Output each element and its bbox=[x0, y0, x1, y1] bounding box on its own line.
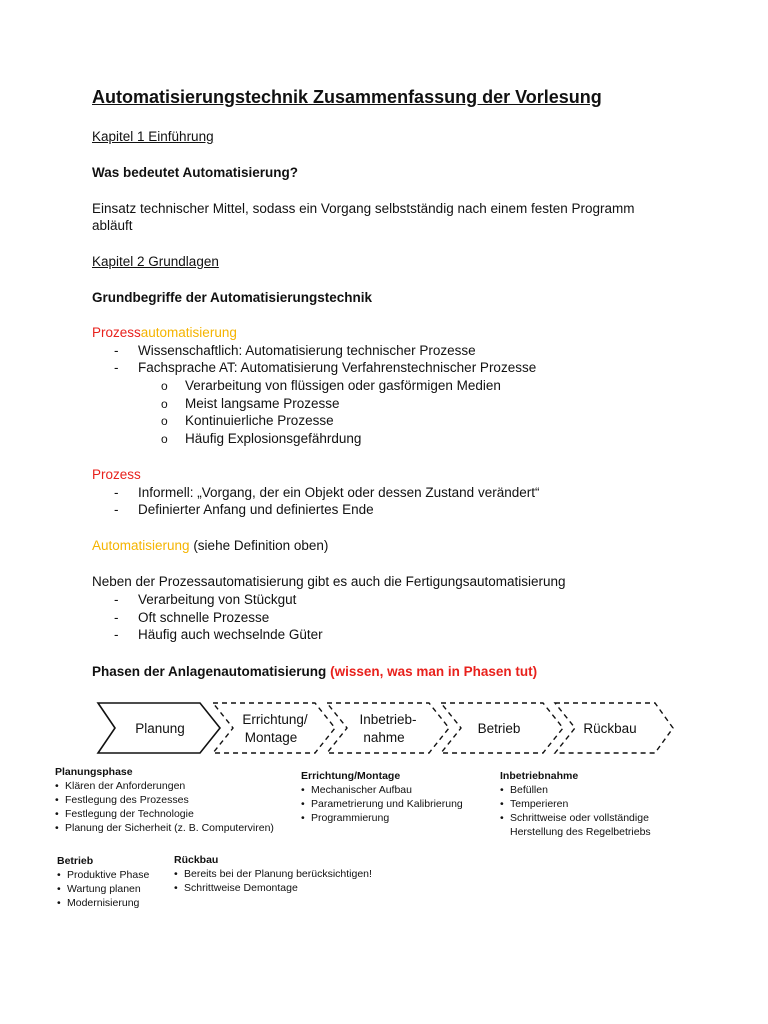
list-item-text: Verarbeitung von Stückgut bbox=[138, 592, 297, 607]
list-item-text: Wissenschaftlich: Automatisierung technischer Prozesse bbox=[138, 343, 476, 358]
inbetriebnahme-item-text: Temperieren bbox=[510, 798, 569, 810]
rueckbau-item bbox=[174, 868, 372, 880]
dash-marker: - bbox=[114, 610, 119, 625]
bullet-marker: • bbox=[174, 882, 178, 894]
document-title: Automatisierungstechnik Zusammenfassung der Vorlesung bbox=[92, 87, 602, 107]
bullet-marker: • bbox=[301, 784, 305, 796]
planungsphase-item-text: Festlegung des Prozesses bbox=[65, 794, 189, 806]
sub-list-item bbox=[161, 396, 340, 411]
list-item-text: Häufig auch wechselnde Güter bbox=[138, 627, 323, 642]
list-item-text: Definierter Anfang und definiertes Ende bbox=[138, 502, 374, 517]
inbetriebnahme-item-text: Befüllen bbox=[510, 784, 548, 796]
list-item bbox=[114, 592, 296, 607]
sub-list-item bbox=[161, 431, 361, 446]
list-item bbox=[114, 343, 476, 358]
answer-line-1: Einsatz technischer Mittel, sodass ein Vorgang selbstständig nach einem festen Programm bbox=[92, 201, 635, 216]
planungsphase-item bbox=[55, 794, 189, 806]
betrieb-item-text: Modernisierung bbox=[67, 897, 140, 909]
bullet-marker: • bbox=[500, 784, 504, 796]
dash-marker: - bbox=[114, 502, 119, 517]
betrieb-heading: Betrieb bbox=[57, 855, 94, 867]
answer-line-2: abläuft bbox=[92, 218, 133, 233]
sub-list-item bbox=[161, 378, 501, 393]
term-prozess: Prozess bbox=[92, 467, 141, 482]
dash-marker: - bbox=[114, 343, 119, 358]
sub-list-item-text: Kontinuierliche Prozesse bbox=[185, 413, 334, 428]
term-prozessautomatisierung bbox=[92, 325, 237, 340]
fertigung-intro: Neben der Prozessautomatisierung gibt es auch die Fertigungsautomatisierung bbox=[92, 574, 566, 589]
section-heading-grundbegriffe: Grundbegriffe der Automatisierungstechnik bbox=[92, 290, 373, 305]
dash-marker: - bbox=[114, 592, 119, 607]
list-item bbox=[114, 360, 536, 375]
planungsphase-heading: Planungsphase bbox=[55, 766, 133, 778]
section-heading-phasen bbox=[92, 664, 537, 679]
arrow-label-errichtung-2: Montage bbox=[244, 730, 298, 745]
errichtung-item bbox=[301, 812, 389, 824]
sub-list-item bbox=[161, 413, 334, 428]
list-item bbox=[114, 485, 539, 500]
bullet-marker: • bbox=[55, 808, 59, 820]
bullet-marker: • bbox=[55, 780, 59, 792]
arrow-label-errichtung-1: Errichtung/ bbox=[242, 712, 308, 727]
bullet-marker: • bbox=[301, 812, 305, 824]
phasen-heading-text: Phasen der Anlagenautomatisierung bbox=[92, 664, 327, 679]
bullet-marker: • bbox=[500, 798, 504, 810]
betrieb-item bbox=[57, 883, 141, 895]
phasen-note: (wissen, was man in Phasen tut) bbox=[330, 664, 538, 679]
arrow-label-rueckbau: Rückbau bbox=[583, 721, 637, 736]
circle-marker: o bbox=[161, 432, 168, 446]
inbetriebnahme-item bbox=[500, 812, 649, 824]
term-automatisierung bbox=[92, 538, 328, 553]
rueckbau-heading: Rückbau bbox=[174, 854, 219, 866]
planungsphase-item-text: Klären der Anforderungen bbox=[65, 780, 186, 792]
arrow-errichtung bbox=[213, 703, 335, 753]
dash-marker: - bbox=[114, 627, 119, 642]
term-automatisierung-label: Automatisierung bbox=[92, 538, 190, 553]
list-item bbox=[114, 627, 323, 642]
circle-marker: o bbox=[161, 414, 168, 428]
list-item-text: Oft schnelle Prozesse bbox=[138, 610, 270, 625]
question-heading: Was bedeutet Automatisierung? bbox=[92, 165, 299, 180]
inbetriebnahme-item bbox=[500, 798, 568, 810]
rueckbau-item-text: Schrittweise Demontage bbox=[184, 882, 298, 894]
errichtung-item bbox=[301, 798, 463, 810]
dash-marker: - bbox=[114, 485, 119, 500]
list-item bbox=[114, 502, 374, 517]
dash-marker: - bbox=[114, 360, 119, 375]
term-part-prozess: Prozess bbox=[92, 325, 141, 340]
bullet-marker: • bbox=[500, 812, 504, 824]
term-part-automatisierung: automatisierung bbox=[140, 325, 237, 340]
inbetriebnahme-item-continuation: Herstellung des Regelbetriebs bbox=[510, 826, 651, 838]
planungsphase-item-text: Planung der Sicherheit (z. B. Computerviren) bbox=[65, 822, 274, 834]
arrow-label-planung: Planung bbox=[135, 721, 185, 736]
betrieb-item-text: Wartung planen bbox=[67, 883, 141, 895]
planungsphase-item bbox=[55, 822, 274, 834]
planungsphase-item-text: Festlegung der Technologie bbox=[65, 808, 194, 820]
planungsphase-item bbox=[55, 808, 194, 820]
rueckbau-item-text: Bereits bei der Planung berücksichtigen! bbox=[184, 868, 372, 880]
bullet-marker: • bbox=[57, 883, 61, 895]
inbetriebnahme-item-text: Schrittweise oder vollständige bbox=[510, 812, 649, 824]
circle-marker: o bbox=[161, 379, 168, 393]
list-item-text: Informell: „Vorgang, der ein Objekt oder dessen Zustand verändert“ bbox=[138, 485, 540, 500]
list-item-text: Fachsprache AT: Automatisierung Verfahrenstechnischer Prozesse bbox=[138, 360, 537, 375]
rueckbau-item bbox=[174, 882, 298, 894]
errichtung-heading: Errichtung/Montage bbox=[301, 770, 401, 782]
arrow-label-inbetrieb-2: nahme bbox=[363, 730, 405, 745]
bullet-marker: • bbox=[57, 897, 61, 909]
betrieb-item bbox=[57, 897, 139, 909]
betrieb-item bbox=[57, 869, 149, 881]
phases-diagram bbox=[95, 700, 677, 756]
circle-marker: o bbox=[161, 397, 168, 411]
inbetriebnahme-item bbox=[500, 784, 548, 796]
sub-list-item-text: Meist langsame Prozesse bbox=[185, 396, 340, 411]
bullet-marker: • bbox=[57, 869, 61, 881]
bullet-marker: • bbox=[55, 794, 59, 806]
chapter-1-heading: Kapitel 1 Einführung bbox=[92, 129, 214, 144]
errichtung-item-text: Mechanischer Aufbau bbox=[311, 784, 412, 796]
bullet-marker: • bbox=[174, 868, 178, 880]
arrow-label-inbetrieb-1: Inbetrieb- bbox=[359, 712, 417, 727]
planungsphase-item bbox=[55, 780, 185, 792]
sub-list-item-text: Verarbeitung von flüssigen oder gasförmigen Medien bbox=[185, 378, 501, 393]
sub-list-item-text: Häufig Explosionsgefährdung bbox=[185, 431, 362, 446]
term-automatisierung-suffix: (siehe Definition oben) bbox=[189, 538, 329, 553]
arrow-inbetriebnahme bbox=[327, 703, 449, 753]
list-item bbox=[114, 610, 269, 625]
inbetriebnahme-heading: Inbetriebnahme bbox=[500, 770, 579, 782]
errichtung-item-text: Programmierung bbox=[311, 812, 390, 824]
betrieb-item-text: Produktive Phase bbox=[67, 869, 150, 881]
bullet-marker: • bbox=[301, 798, 305, 810]
errichtung-item-text: Parametrierung und Kalibrierung bbox=[311, 798, 463, 810]
arrow-label-betrieb: Betrieb bbox=[477, 721, 521, 736]
bullet-marker: • bbox=[55, 822, 59, 834]
errichtung-item bbox=[301, 784, 412, 796]
chapter-2-heading: Kapitel 2 Grundlagen bbox=[92, 254, 219, 269]
